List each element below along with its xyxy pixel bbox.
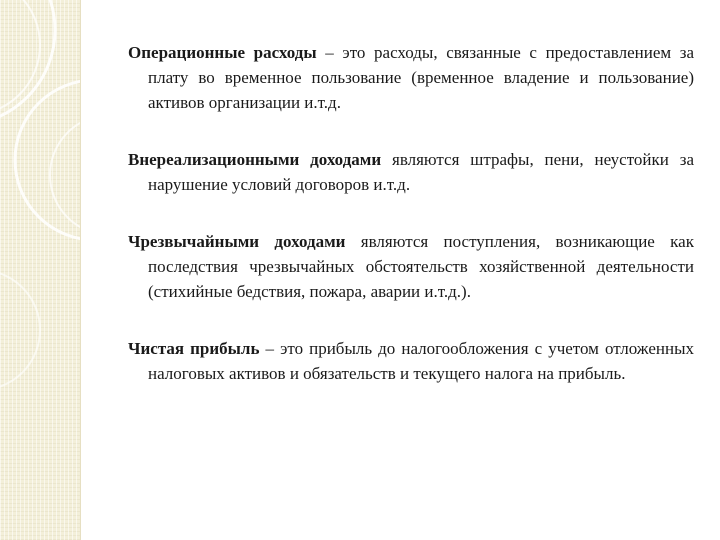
- paragraph-operating-expenses: [128, 40, 694, 115]
- definition-non-operating-income: являются штрафы, пени, неустойки за нарушение условий договоров и.т.д.: [148, 150, 694, 194]
- decorative-side-panel: [0, 0, 80, 540]
- term-net-profit: Чистая прибыль: [128, 339, 260, 358]
- paragraph-net-profit: [128, 336, 694, 386]
- definition-extraordinary-income: являются поступления, возникающие как последствия чрезвычайных обстоятельств хозяйственной деятельности (стихийные бедствия, пожара, аварии и.т.д.).: [148, 232, 694, 301]
- panel-divider: [80, 0, 81, 540]
- definition-net-profit: – это прибыль до налогообложения с учетом отложенных налоговых активов и обязательств и текущего налога на прибыль.: [148, 339, 694, 383]
- paragraph-extraordinary-income: [128, 229, 694, 304]
- decorative-circles-ornament: [0, 0, 80, 540]
- definition-operating-expenses: – это расходы, связанные с предоставлением за плату во временное пользование (временное владение и пользование) активов организации и.т.д.: [148, 43, 695, 112]
- term-operating-expenses: Операционные расходы: [128, 43, 317, 62]
- document-body: [128, 40, 694, 418]
- paragraph-non-operating-income: [128, 147, 694, 197]
- term-extraordinary-income: Чрезвычайными доходами: [128, 232, 346, 251]
- term-non-operating-income: Внереализационными доходами: [128, 150, 382, 169]
